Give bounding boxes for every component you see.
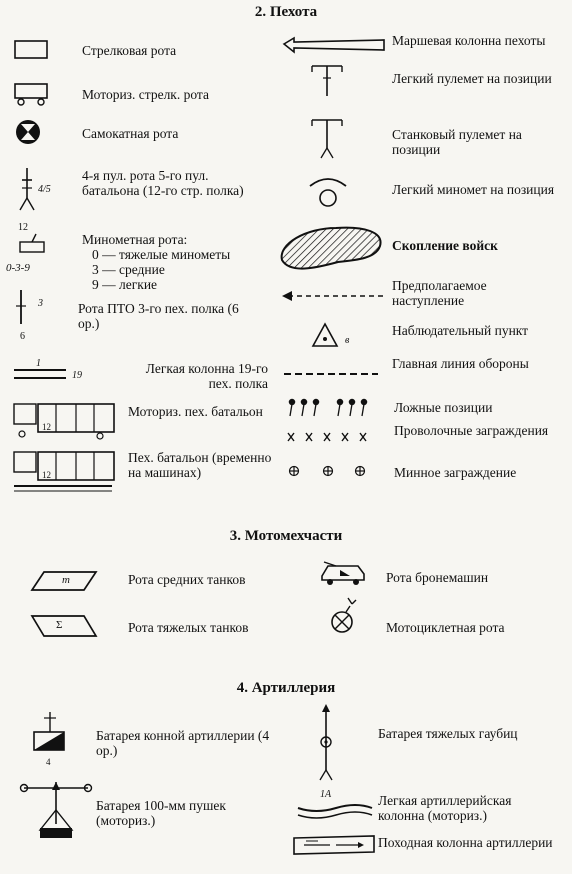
mortar-company-icon — [10, 232, 54, 258]
label-march-column: Маршевая колонна пехоты — [392, 33, 546, 48]
section-title-infantry: 2. Пехота — [254, 4, 318, 20]
minefield-icon — [286, 464, 376, 478]
march-column-icon — [280, 36, 390, 56]
label-motor-inf-battalion: Моториз. пех. батальон — [128, 404, 263, 419]
label-mg-company: 4-я пул. рота 5-го пул. батальона (12-го стр. полка) — [82, 168, 244, 198]
label-light-column: Легкая колонна 19-го пех. полка — [145, 361, 268, 391]
label-bicycle-company: Самокатная рота — [82, 126, 179, 141]
label-mortar-company-1: Минометная рота: — [82, 232, 188, 247]
motorcycle-company-icon — [326, 596, 366, 636]
mark-mg-regiment: 12 — [18, 222, 28, 233]
label-light-artillery-column: Легкая артиллерийская колонна (моториз.) — [378, 793, 512, 823]
mark-light-column-1: 1 — [36, 358, 41, 369]
section-title-motomech: 3. Мотомехчасти — [229, 528, 343, 544]
gun-battery-100mm-icon — [18, 780, 98, 842]
light-mg-icon — [308, 64, 348, 100]
false-positions-icon — [284, 394, 380, 420]
light-mortar-icon — [306, 176, 350, 212]
label-heavy-tank-company: Рота тяжелых танков — [128, 620, 249, 635]
label-mortar-company-2: 0 — тяжелые минометы — [92, 247, 231, 262]
mark-medium-tank: т — [62, 574, 70, 586]
label-light-mortar: Легкий миномет на позиция — [392, 182, 555, 197]
mark-light-artillery-column: 1А — [320, 789, 332, 800]
mark-mortar-types: 0-3-9 — [6, 262, 30, 274]
mark-observation-post: в — [345, 335, 350, 346]
label-inf-battalion-vehicles: Пех. батальон (временно на машинах) — [128, 450, 272, 480]
label-armored-car-company: Рота бронемашин — [386, 570, 489, 585]
armored-car-company-icon — [318, 560, 370, 588]
mark-battalion-vehicles-regiment: 12 — [42, 470, 51, 480]
label-presumed-advance: Предполагаемое наступление — [392, 278, 487, 308]
troop-concentration-icon — [276, 222, 386, 274]
mark-heavy-tank: Σ — [56, 619, 63, 631]
motor-rifle-company-icon — [12, 82, 52, 108]
label-horse-artillery-battery: Батарея конной артиллерии (4 ор.) — [96, 728, 270, 758]
observation-post-icon — [312, 322, 342, 350]
label-antitank-company: Рота ПТО 3-го пех. полка (6 ор.) — [78, 301, 239, 331]
label-light-mg: Легкий пулемет на позиции — [392, 71, 552, 86]
section-title-artillery: 4. Артиллерия — [236, 680, 336, 696]
main-defense-line-icon — [282, 368, 382, 380]
label-false-positions: Ложные позиции — [394, 400, 493, 415]
presumed-advance-icon — [280, 288, 390, 304]
label-motorcycle-company: Мотоциклетная рота — [386, 620, 505, 635]
label-mortar-company-3: 3 — средние — [92, 262, 165, 277]
antitank-company-icon — [16, 290, 36, 330]
label-main-defense-line: Главная линия обороны — [392, 356, 529, 371]
label-rifle-company: Стрелковая рота — [82, 43, 177, 58]
mark-light-column-19: 19 — [72, 370, 82, 381]
rifle-company-icon — [14, 40, 50, 60]
mark-horse-artillery: 4 — [46, 757, 51, 767]
label-minefield: Минное заграждение — [394, 465, 517, 480]
wire-obstacles-icon — [284, 430, 374, 444]
mark-antitank-guns: 6 — [20, 331, 25, 342]
light-artillery-column-icon — [296, 800, 376, 820]
heavy-howitzer-battery-icon — [314, 704, 338, 782]
horse-artillery-battery-icon — [32, 712, 68, 754]
label-heavy-mg: Станковый пулемет на позиции — [392, 127, 522, 157]
mark-motor-battalion-regiment: 12 — [42, 422, 51, 432]
label-troop-concentration: Скопление войск — [392, 238, 498, 253]
label-gun-battery-100mm: Батарея 100-мм пушек (моториз.) — [96, 798, 226, 828]
label-wire-obstacles: Проволочные заграждения — [394, 423, 549, 438]
heavy-mg-icon — [308, 118, 348, 164]
label-mortar-company-4: 9 — легкие — [92, 277, 158, 292]
light-column-icon — [12, 360, 72, 386]
label-artillery-march-column: Походная колонна артиллерии — [378, 835, 553, 850]
artillery-march-column-icon — [290, 834, 380, 856]
mark-antitank-regiment: 3 — [38, 298, 43, 309]
motor-inf-battalion-icon — [12, 400, 108, 440]
label-observation-post: Наблюдательный пункт — [392, 323, 529, 338]
mark-mg-fraction: 4/5 — [38, 184, 51, 195]
label-motor-rifle-company: Моториз. стрелк. рота — [82, 87, 209, 102]
heavy-tank-company-icon — [30, 614, 100, 638]
inf-battalion-vehicles-icon — [12, 448, 112, 492]
label-heavy-howitzer-battery: Батарея тяжелых гаубиц — [378, 726, 518, 741]
label-medium-tank-company: Рота средних танков — [128, 572, 246, 587]
bicycle-company-icon — [14, 118, 44, 148]
